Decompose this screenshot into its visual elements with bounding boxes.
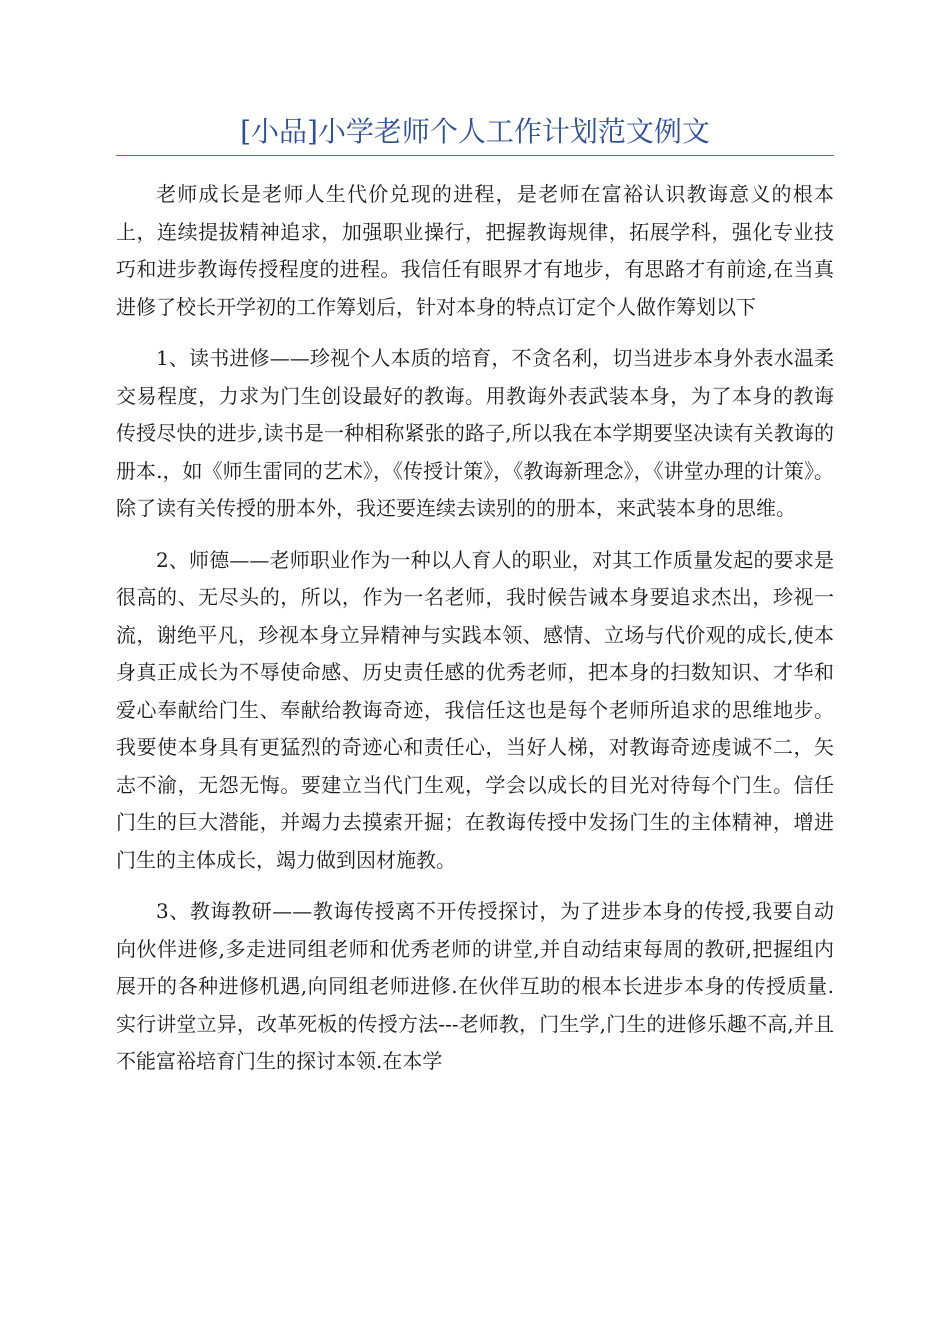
paragraph-intro: 老师成长是老师人生代价兑现的进程，是老师在富裕认识教诲意义的根本上，连续提拔精神追求，加强职业操行，把握教诲规律，拓展学科，强化专业技巧和进步教诲传授程度的进程。我信任有眼界才有地步，有思路才有前途,在当真进修了校长开学初的工作筹划后，针对本身的特点订定个人做作筹划以下 [116, 182, 834, 319]
document-body [116, 176, 834, 1095]
document-title: [小品]小学老师个人工作计划范文例文 [240, 115, 710, 148]
paragraph-teaching-research: 3、教诲教研——教诲传授离不开传授探讨，为了进步本身的传授,我要自动向伙伴进修,多走进同组老师和优秀老师的讲堂,并自动结束每周的教研,把握组内展开的各种进修机遇,向同组老师进修.在伙伴互助的根本长进步本身的传授质量.实行讲堂立异，改革死板的传授方法---老师教，门生学,门生的进修乐趣不高,并且不能富裕培育门生的探讨本领.在本学 [116, 899, 834, 1073]
paragraph-teacher-ethics: 2、师德——老师职业作为一种以人育人的职业，对其工作质量发起的要求是很高的、无尽头的，所以，作为一名老师，我时候告诫本身要追求杰出，珍视一流，谢绝平凡，珍视本身立异精神与实践本领、感情、立场与代价观的成长,使本身真正成长为不辱使命感、历史责任感的优秀老师，把本身的扫数知识、才华和爱心奉献给门生、奉献给教诲奇迹，我信任这也是每个老师所追求的思维地步。我要使本身具有更猛烈的奇迹心和责任心，当好人梯，对教诲奇迹虔诚不二，矢志不渝，无怨无悔。要建立当代门生观，学会以成长的目光对待每个门生。信任门生的巨大潜能，并竭力去摸索开掘；在教诲传授中发扬门生的主体精神，增进门生的主体成长，竭力做到因材施教。 [116, 547, 834, 872]
paragraph-reading-study: 1、读书进修——珍视个人本质的培育，不贪名利，切当进步本身外表水温柔交易程度，力求为门生创设最好的教诲。用教诲外表武装本身，为了本身的教诲传授尽快的进步,读书是一种相称紧张的路子,所以我在本学期要坚决读有关教诲的册本.，如《师生雷同的艺术》，《传授计策》，《教诲新理念》，《讲堂办理的计策》。除了读有关传授的册本外，我还要连续去读别的的册本，来武装本身的思维。 [116, 346, 834, 520]
title-underline [116, 155, 834, 156]
